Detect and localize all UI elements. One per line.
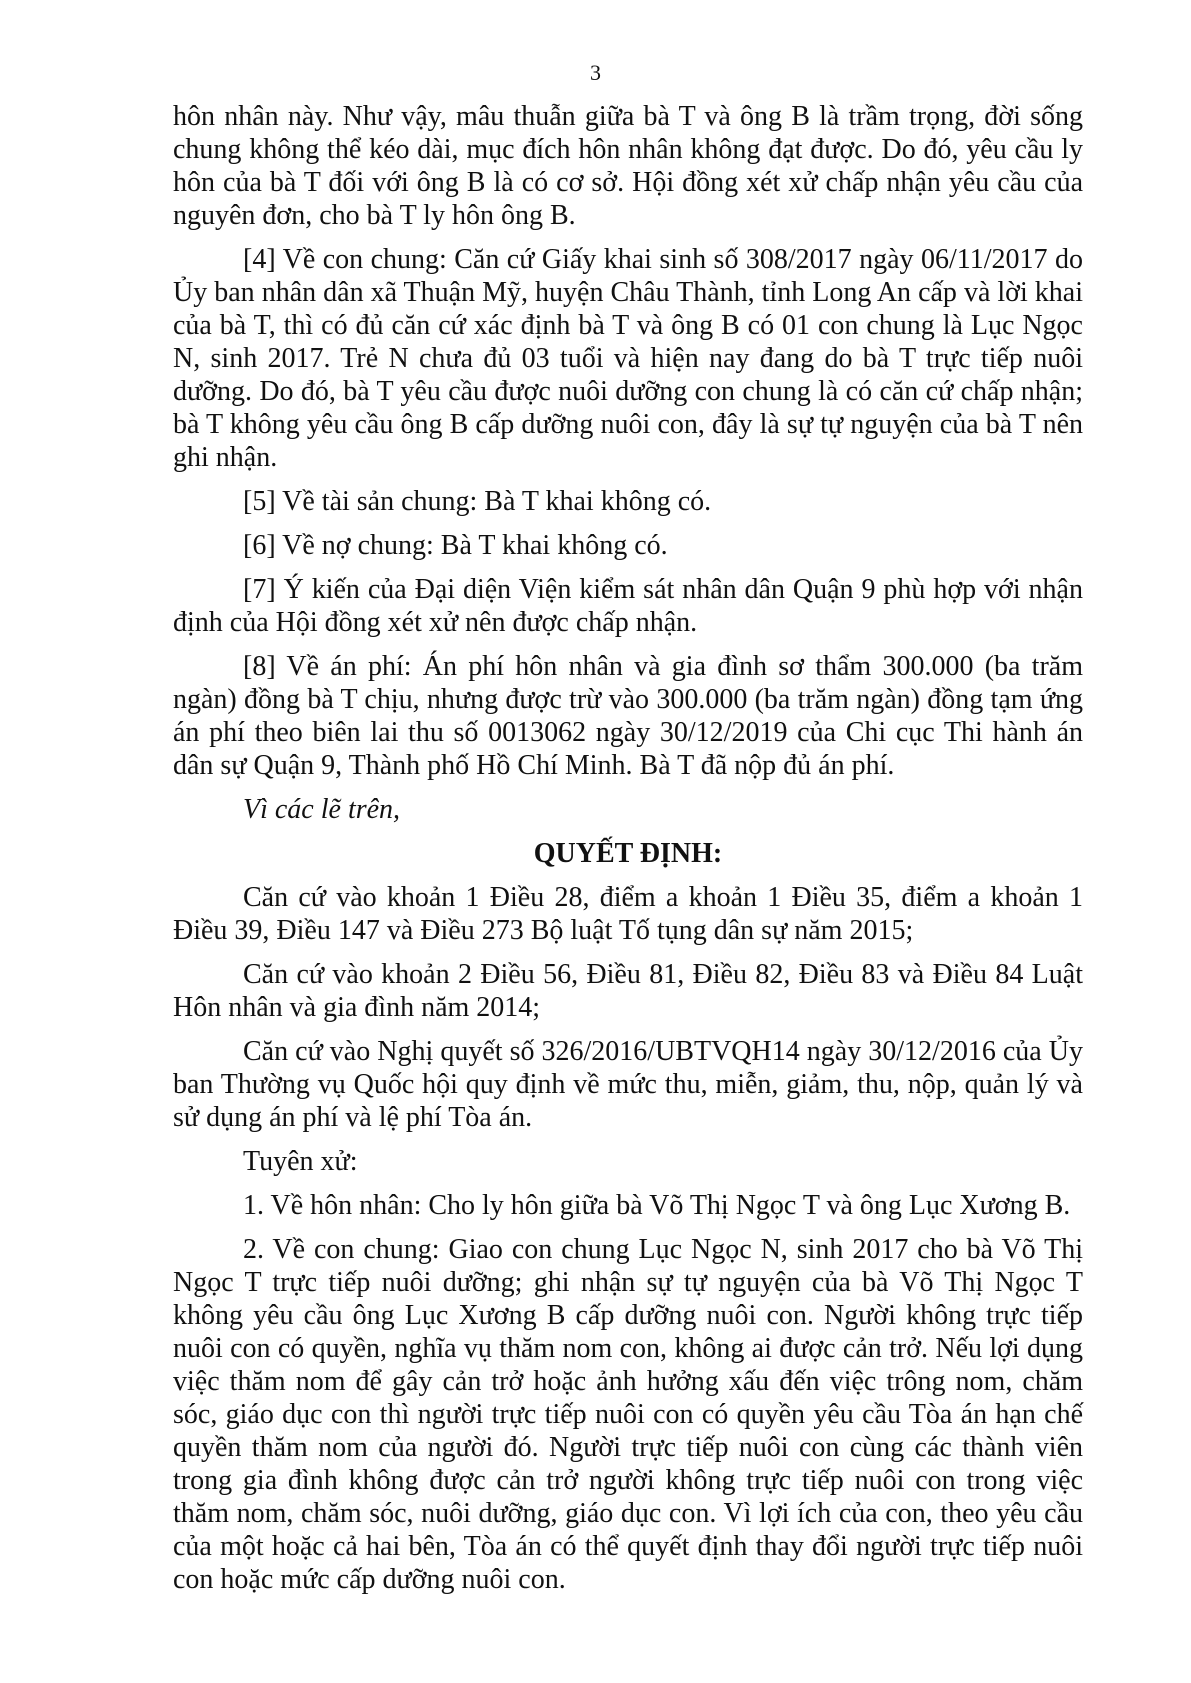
paragraph-procuracy-opinion: [7] Ý kiến của Đại diện Viện kiểm sát nhân dân Quận 9 phù hợp với nhận định của Hội đồng xét xử nên được chấp nhận. (173, 574, 1083, 638)
page-number: 3 (590, 60, 601, 85)
document-body (173, 100, 1083, 1607)
paragraph-basis-marriage-law: Căn cứ vào khoản 2 Điều 56, Điều 81, Điều 82, Điều 83 và Điều 84 Luật Hôn nhân và gia đình năm 2014; (173, 959, 1083, 1023)
section-heading-decision: QUYẾT ĐỊNH: (533, 838, 723, 869)
paragraph-basis-civil-procedure: Căn cứ vào khoản 1 Điều 28, điểm a khoản 1 Điều 35, điểm a khoản 1 Điều 39, Điều 147 và Điều 273 Bộ luật Tố tụng dân sự năm 2015; (173, 882, 1083, 946)
paragraph-common-debt: [6] Về nợ chung: Bà T khai không có. (243, 530, 668, 561)
verdict-item-marriage: 1. Về hôn nhân: Cho ly hôn giữa bà Võ Thị Ngọc T và ông Lục Xương B. (243, 1190, 1071, 1221)
paragraph-basis-resolution: Căn cứ vào Nghị quyết số 326/2016/UBTVQH14 ngày 30/12/2016 của Ủy ban Thường vụ Quốc hội quy định về mức thu, miễn, giảm, thu, nộp, quản lý và sử dụng án phí và lệ phí Tòa án. (173, 1036, 1083, 1133)
verdict-item-child: 2. Về con chung: Giao con chung Lục Ngọc N, sinh 2017 cho bà Võ Thị Ngọc T trực tiếp nuôi dưỡng; ghi nhận sự tự nguyện của bà Võ Thị Ngọc T không yêu cầu ông Lục Xương B cấp dưỡng nuôi con. Người không trực tiếp nuôi con có quyền, nghĩa vụ thăm nom con, không ai được cản trở. Nếu lợi dụng việc thăm nom để gây cản trở hoặc ảnh hưởng xấu đến việc trông nom, chăm sóc, giáo dục con thì người trực tiếp nuôi con có quyền yêu cầu Tòa án hạn chế quyền thăm nom của người đó. Người trực tiếp nuôi con cùng các thành viên trong gia đình không được cản trở người không trực tiếp nuôi con trong việc thăm nom, chăm sóc, nuôi dưỡng, giáo dục con. Vì lợi ích của con, theo yêu cầu của một hoặc cả hai bên, Tòa án có thể quyết định thay đổi người trực tiếp nuôi con hoặc mức cấp dưỡng nuôi con. (173, 1234, 1083, 1595)
paragraph-court-fee: [8] Về án phí: Án phí hôn nhân và gia đình sơ thẩm 300.000 (ba trăm ngàn) đồng bà T chịu, nhưng được trừ vào 300.000 (ba trăm ngàn) đồng tạm ứng án phí theo biên lai thu số 0013062 ngày 30/12/2019 của Chi cục Thi hành án dân sự Quận 9, Thành phố Hồ Chí Minh. Bà T đã nộp đủ án phí. (173, 651, 1083, 781)
paragraph-verdict-intro: Tuyên xử: (243, 1146, 358, 1177)
paragraph-continuation: hôn nhân này. Như vậy, mâu thuẫn giữa bà T và ông B là trầm trọng, đời sống chung không thể kéo dài, mục đích hôn nhân không đạt được. Do đó, yêu cầu ly hôn của bà T đối với ông B là có cơ sở. Hội đồng xét xử chấp nhận yêu cầu của nguyên đơn, cho bà T ly hôn ông B. (173, 101, 1083, 231)
paragraph-reasons: Vì các lẽ trên, (243, 794, 401, 825)
paragraph-common-property: [5] Về tài sản chung: Bà T khai không có. (243, 486, 712, 517)
paragraph-common-child: [4] Về con chung: Căn cứ Giấy khai sinh số 308/2017 ngày 06/11/2017 do Ủy ban nhân dân xã Thuận Mỹ, huyện Châu Thành, tỉnh Long An cấp và lời khai của bà T, thì có đủ căn cứ xác định bà T và ông B có 01 con chung là Lục Ngọc N, sinh 2017. Trẻ N chưa đủ 03 tuổi và hiện nay đang do bà T trực tiếp nuôi dưỡng. Do đó, bà T yêu cầu được nuôi dưỡng con chung là có căn cứ chấp nhận; bà T không yêu cầu ông B cấp dưỡng nuôi con, đây là sự tự nguyện của bà T nên ghi nhận. (173, 244, 1083, 473)
